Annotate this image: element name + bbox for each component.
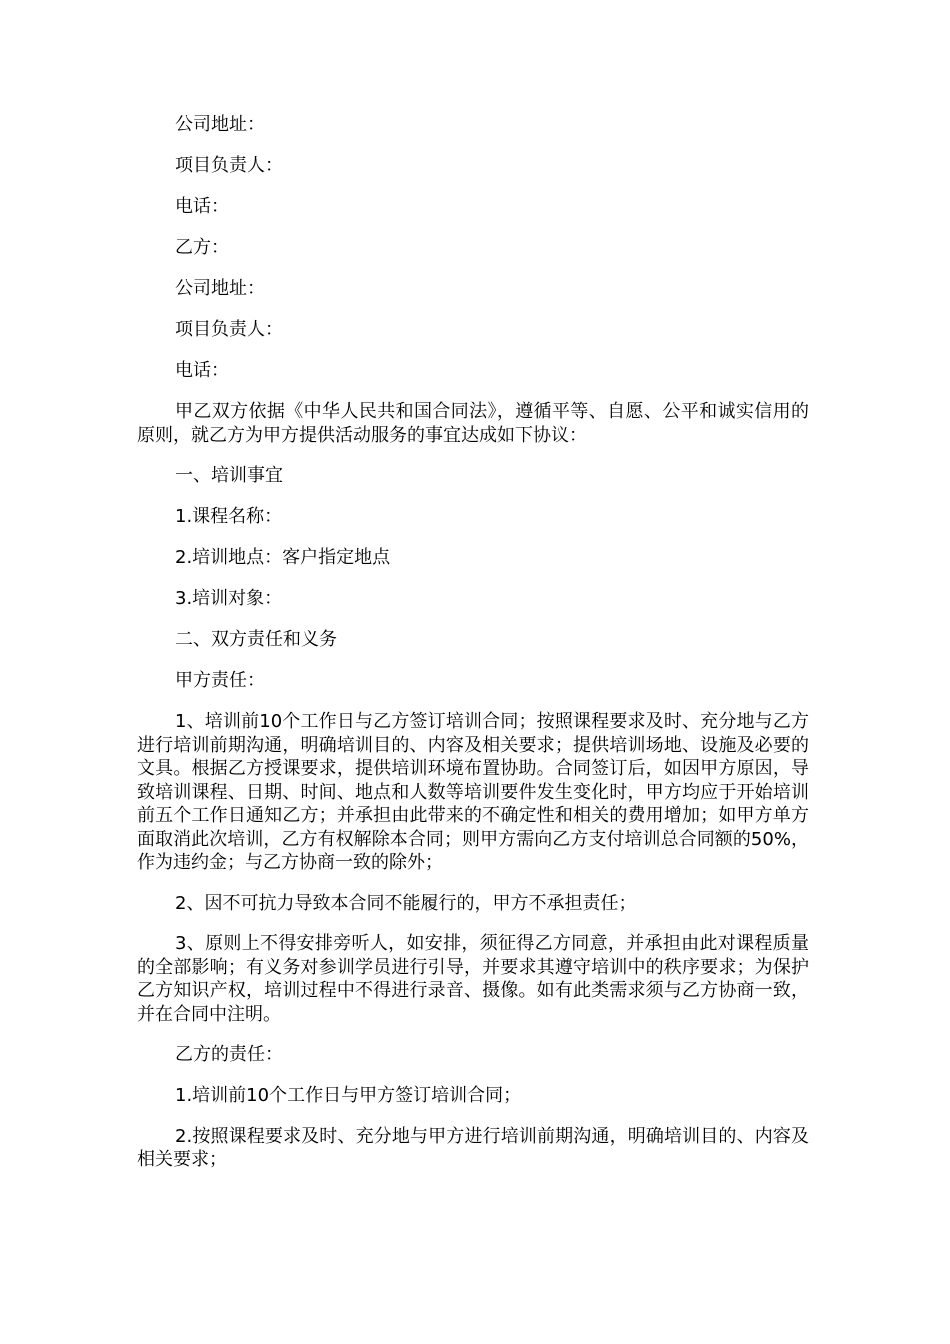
party-a-clause-2: 2、因不可抗力导致本合同不能履行的，甲方不承担责任； — [175, 892, 637, 914]
document-body — [137, 113, 809, 1189]
section-heading-training: 一、培训事宜 — [175, 465, 283, 486]
party-b-label: 乙方： — [175, 237, 229, 258]
party-b-clause-2: 2.按照课程要求及时、充分地与甲方进行培训前期沟通，明确培训目的、内容及相关要求； — [137, 1125, 809, 1170]
party-a-clause-3: 3、原则上不得安排旁听人，如安排，须征得乙方同意，并承担由此对课程质量的全部影响；有义务对参训学员进行引导，并要求其遵守培训中的秩序要求；为保护乙方知识产权，培训过程中不得进行录音、摄像。如有此类需求须与乙方协商一致，并在合同中注明。 — [137, 933, 809, 1025]
party-b-responsibility-heading: 乙方的责任： — [175, 1044, 283, 1065]
section-heading-responsibilities: 二、双方责任和义务 — [175, 629, 337, 650]
party-a-clause-1: 1、培训前10个工作日与乙方签订培训合同；按照课程要求及时、充分地与乙方进行培训前期沟通，明确培训目的、内容及相关要求；提供培训场地、设施及必要的文具。根据乙方授课要求，提供培训环境布置协助。合同签订后，如因甲方原因，导致培训课程、日期、时间、地点和人数等培训要件发生变化时，甲方均应于开始培训前五个工作日通知乙方；并承担由此带来的不确定性和相关的费用增加；如甲方单方面取消此次培训，乙方有权解除本合同；则甲方需向乙方支付培训总合同额的50%，作为违约金；与乙方协商一致的除外； — [137, 711, 809, 873]
party-b-project-lead: 项目负责人： — [175, 319, 283, 340]
agreement-preamble: 甲乙双方依据《中华人民共和国合同法》，遵循平等、自愿、公平和诚实信用的原则，就乙方为甲方提供活动服务的事宜达成如下协议： — [137, 401, 809, 446]
training-audience-item: 3.培训对象： — [175, 588, 283, 609]
party-b-phone: 电话： — [175, 360, 229, 381]
party-b-company-address: 公司地址： — [175, 278, 265, 299]
course-name-item: 1.课程名称： — [175, 506, 283, 527]
party-b-clause-1: 1.培训前10个工作日与甲方签订培训合同； — [175, 1085, 522, 1106]
party-a-phone: 电话： — [175, 196, 229, 217]
training-location-item: 2.培训地点：客户指定地点 — [175, 547, 391, 568]
party-a-project-lead: 项目负责人： — [175, 155, 283, 176]
party-a-company-address: 公司地址： — [175, 114, 265, 135]
party-a-responsibility-heading: 甲方责任： — [175, 670, 265, 691]
